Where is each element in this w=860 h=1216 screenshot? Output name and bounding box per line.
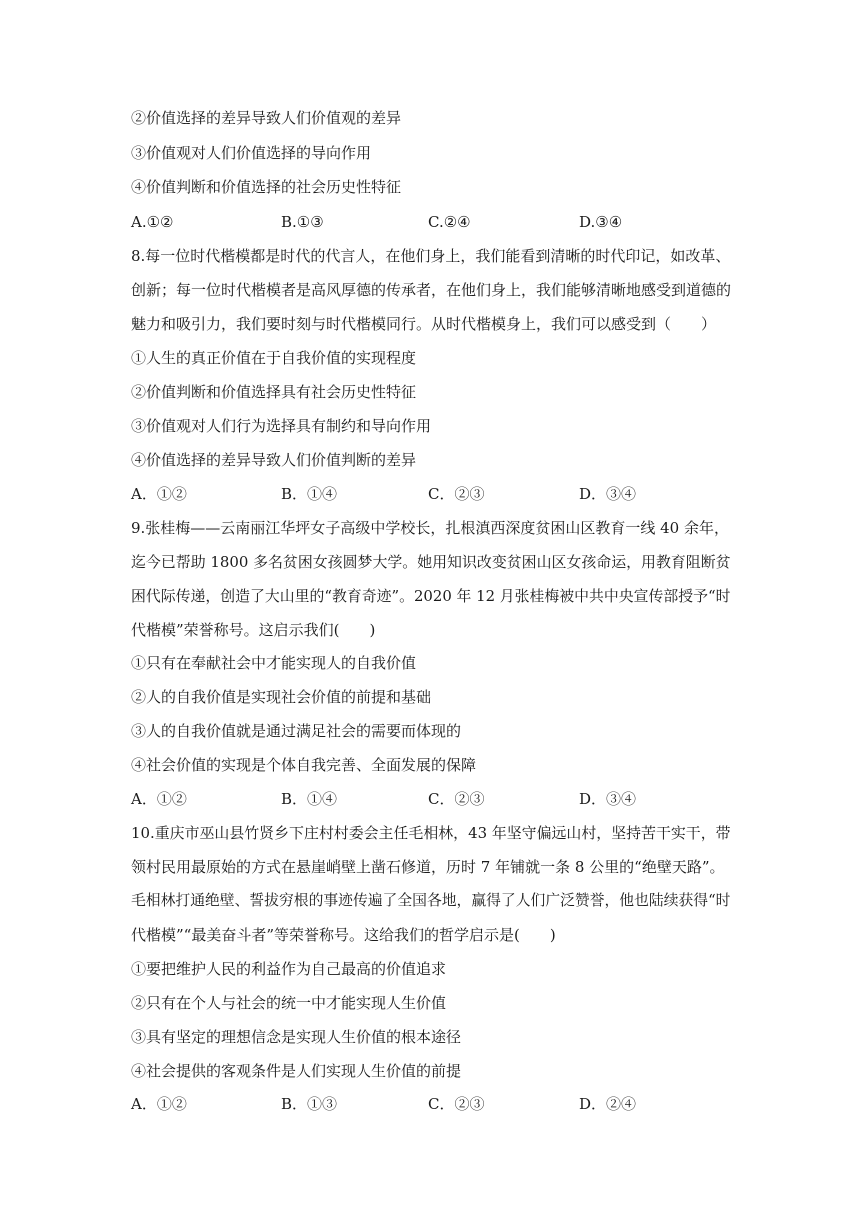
q9-option-d: D．③④ [579,790,637,808]
q10-choice-4: ④社会提供的客观条件是人们实现人生价值的前提 [131,1062,462,1080]
q10-choice-3: ③具有坚定的理想信念是实现人生价值的根本途径 [131,1028,462,1046]
q7-choice-4: ④价值判断和价值选择的社会历史性特征 [131,178,402,196]
q10-stem-line-1: 10.重庆市巫山县竹贤乡下庄村村委会主任毛相林，43 年坚守偏远山村，坚持苦干实干，带 [131,824,731,842]
q8-options [131,484,731,504]
q10-choice-1: ①要把维护人民的利益作为自己最高的价值追求 [131,960,447,978]
q10-stem-line-3: 毛相林打通绝壁、誓拔穷根的事迹传遍了全国各地，赢得了人们广泛赞誉，他也陆续获得“时 [131,892,731,909]
q8-stem-line-1: 8.每一位时代楷模都是时代的代言人，在他们身上，我们能看到清晰的时代印记，如改革、 [131,247,731,265]
q10-option-d: D．②④ [579,1095,637,1113]
q9-options [131,789,731,809]
q8-option-a: A．①② [131,485,187,503]
q10-options [131,1094,731,1114]
q8-option-c: C．②③ [428,485,485,503]
q8-stem-line-3: 魅力和吸引力，我们要时刻与时代楷模同行。从时代楷模身上，我们可以感受到（ ） [131,315,717,333]
q10-choice-2: ②只有在个人与社会的统一中才能实现人生价值 [131,994,447,1012]
q7-choice-3: ③价值观对人们价值选择的导向作用 [131,144,372,162]
q9-choice-4: ④社会价值的实现是个体自我完善、全面发展的保障 [131,756,477,774]
q8-option-b: B．①④ [281,485,338,503]
q10-option-b: B．①③ [281,1095,338,1113]
q8-stem-line-2: 创新；每一位时代楷模者是高风厚德的传承者，在他们身上，我们能够清晰地感受到道德的 [131,281,732,299]
q10-option-a: A．①② [131,1095,187,1113]
q7-options [131,212,731,232]
q9-choice-3: ③人的自我价值就是通过满足社会的需要而体现的 [131,722,462,740]
q9-stem-line-4: 代楷模”荣誉称号。这启示我们( ) [131,621,376,639]
q8-choice-3: ③价值观对人们行为选择具有制约和导向作用 [131,417,432,435]
q10-option-c: C．②③ [428,1095,485,1113]
q9-choice-1: ①只有在奉献社会中才能实现人的自我价值 [131,654,417,672]
q9-choice-2: ②人的自我价值是实现社会价值的前提和基础 [131,688,432,706]
q10-stem-line-2: 领村民用最原始的方式在悬崖峭壁上凿石修道，历时 7 年铺就一条 8 公里的“绝壁天路”。 [131,858,725,876]
q9-option-a: A．①② [131,790,187,808]
q9-option-b: B．①④ [281,790,338,808]
q8-choice-1: ①人生的真正价值在于自我价值的实现程度 [131,349,417,367]
q9-stem-line-3: 困代际传递，创造了大山里的“教育奇迹”。2020 年 12 月张桂梅被中共中央宣传部授予“时 [131,587,731,605]
q10-stem-line-4: 代楷模”“最美奋斗者”等荣誉称号。这给我们的哲学启示是( ) [131,926,556,944]
q8-choice-4: ④价值选择的差异导致人们价值判断的差异 [131,451,417,469]
q8-choice-2: ②价值判断和价值选择具有社会历史性特征 [131,383,417,401]
q7-option-c: C.②④ [428,213,471,231]
q9-option-c: C．②③ [428,790,485,808]
q7-choice-2: ②价值选择的差异导致人们价值观的差异 [131,109,402,127]
q8-option-d: D．③④ [579,485,637,503]
q9-stem-line-2: 迄今已帮助 1800 多名贫困女孩圆梦大学。她用知识改变贫困山区女孩命运，用教育阻断贫 [131,553,731,571]
q7-option-a: A.①② [131,213,174,231]
q7-option-d: D.③④ [579,213,623,231]
q7-option-b: B.①③ [281,213,324,231]
q9-stem-line-1: 9.张桂梅——云南丽江华坪女子高级中学校长，扎根滇西深度贫困山区教育一线 40 余年， [131,519,729,537]
